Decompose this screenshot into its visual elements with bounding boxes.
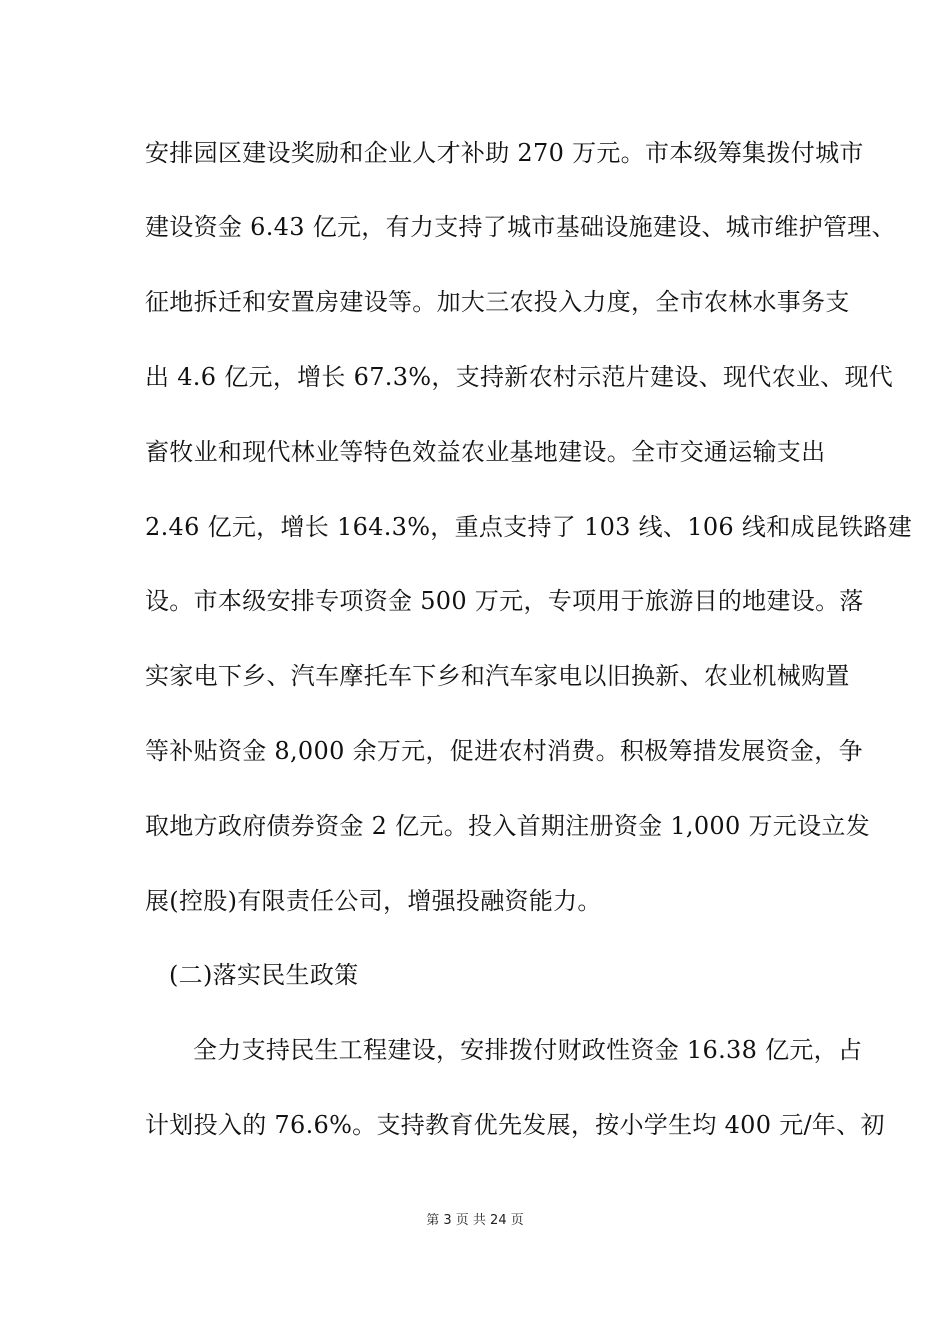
paragraph-line: 出 4.6 亿元，增长 67.3%，支持新农村示范片建设、现代农业、现代	[145, 363, 894, 391]
paragraph-line: 建设资金 6.43 亿元，有力支持了城市基础设施建设、城市维护管理、	[145, 213, 896, 241]
paragraph-line: 2.46 亿元，增长 164.3%，重点支持了 103 线、106 线和成昆铁路建	[145, 513, 913, 541]
paragraph-line: 等补贴资金 8,000 余万元，促进农村消费。积极筹措发展资金，争	[145, 737, 863, 765]
paragraph-line: 计划投入的 76.6%。支持教育优先发展，按小学生均 400 元/年、初	[145, 1111, 885, 1139]
paragraph-line: 安排园区建设奖励和企业人才补助 270 万元。市本级筹集拨付城市	[145, 139, 864, 167]
paragraph-line: 全力支持民生工程建设，安排拨付财政性资金 16.38 亿元，占	[193, 1036, 863, 1064]
paragraph-line: 畜牧业和现代林业等特色效益农业基地建设。全市交通运输支出	[145, 438, 826, 466]
paragraph-line: 设。市本级安排专项资金 500 万元，专项用于旅游目的地建设。落	[145, 587, 864, 615]
paragraph-line: 征地拆迁和安置房建设等。加大三农投入力度，全市农林水事务支	[145, 288, 850, 316]
paragraph-line: 实家电下乡、汽车摩托车下乡和汽车家电以旧换新、农业机械购置	[145, 662, 850, 690]
section-heading: (二)落实民生政策	[169, 961, 359, 989]
page-number-footer: 第 3 页 共 24 页	[426, 1213, 524, 1228]
paragraph-line: 取地方政府债券资金 2 亿元。投入首期注册资金 1,000 万元设立发	[145, 812, 870, 840]
paragraph-line: 展(控股)有限责任公司，增强投融资能力。	[145, 887, 602, 915]
